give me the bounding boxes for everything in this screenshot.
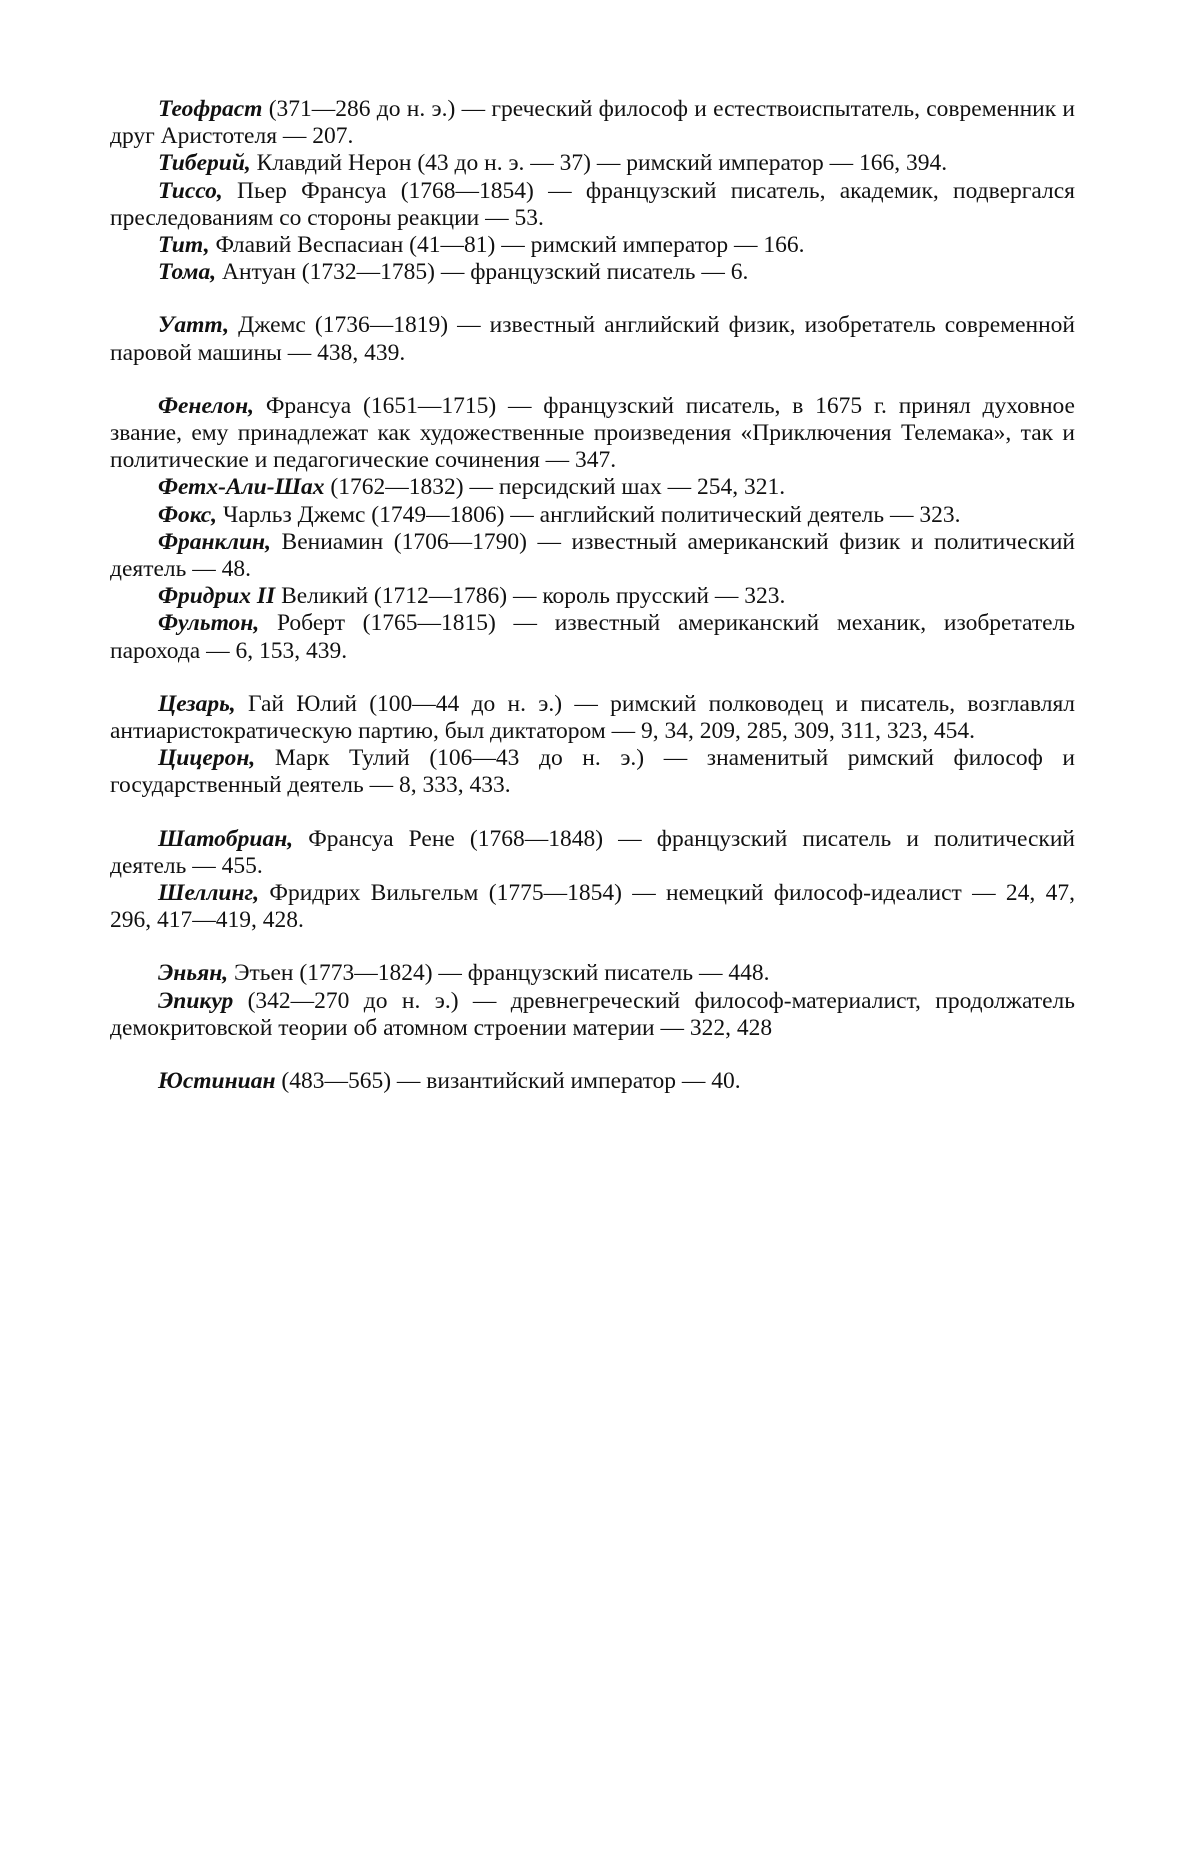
index-entry [110, 474, 1075, 501]
index-entry [110, 610, 1075, 664]
entry-name: Шеллинг, [158, 880, 260, 907]
entry-text: Джемс (1736—1819) — известный английский физик, изобретатель современной паровой машины — 438, 439. [110, 312, 1075, 366]
index-entry [110, 150, 1075, 177]
entry-name: Фультон, [158, 610, 260, 637]
entry-name: Фридрих II [158, 583, 276, 610]
index-entry [110, 691, 1075, 745]
entry-name: Уатт, [158, 312, 230, 339]
entry-text: Вениамин (1706—1790) — известный американский физик и политический деятель — 48. [110, 528, 1075, 583]
entry-text: Антуан (1732—1785) — французский писатель — 6. [216, 259, 749, 286]
entry-text: (371—286 до н. э.) — греческий философ и естествоиспытатель, современник и друг Аристотеля — 207. [110, 96, 1075, 150]
index-entry [110, 960, 1075, 987]
entry-text: (342—270 до н. э.) — древнегреческий философ-материалист, продолжатель демокритовской теории об атомном строении материи — 322, 428 [110, 987, 1075, 1041]
entry-text: Франсуа (1651—1715) — французский писатель, в 1675 г. принял духовное звание, ему принадлежат как художественные произведения «Приключения Телемака», так и политические и педагогические сочинения — 347. [110, 392, 1075, 474]
entry-text: Роберт (1765—1815) — известный американский механик, изобретатель парохода — 6, 153, 439. [110, 610, 1075, 664]
entry-name: Теофраст [158, 96, 263, 122]
index-entry [110, 1068, 1075, 1095]
entry-name: Шатобриан, [158, 825, 294, 852]
entry-text: Гай Юлий (100—44 до н. э.) — римский полководец и писатель, возглавлял антиаристократическую партию, был диктатором — 9, 34, 209, 285, 309, 311, 323, 454. [110, 690, 1075, 745]
index-entry [110, 745, 1075, 799]
entry-text: Великий (1712—1786) — король прусский — 323. [275, 583, 786, 610]
index-entry [110, 502, 1075, 529]
index-entry [110, 393, 1075, 475]
entry-name: Тома, [158, 259, 217, 286]
entry-name: Тиберий, [158, 150, 251, 177]
index-entry [110, 232, 1075, 259]
index-entry [110, 312, 1075, 366]
index-entry [110, 96, 1075, 150]
index-entry [110, 988, 1075, 1042]
index-group-sh [110, 826, 1075, 935]
entry-name: Фенелон, [158, 392, 255, 419]
entry-name: Эпикур [158, 987, 234, 1014]
index-group-f [110, 393, 1075, 665]
entry-name: Цезарь, [158, 690, 236, 717]
entry-text: Фридрих Вильгельм (1775—1854) — немецкий философ-идеалист — 24, 47, 296, 417—419, 428. [110, 880, 1075, 934]
index-group-yu [110, 1068, 1075, 1095]
index-entry [110, 529, 1075, 583]
entry-text: Франсуа Рене (1768—1848) — французский писатель и политический деятель — 455. [110, 825, 1075, 879]
index-group-t [110, 96, 1075, 286]
entry-name: Франклин, [158, 528, 271, 555]
entry-text: (1762—1832) — персидский шах — 254, 321. [324, 474, 786, 501]
index-page [110, 96, 1075, 1121]
entry-name: Юстиниан [158, 1068, 276, 1095]
index-entry [110, 880, 1075, 934]
index-group-ts [110, 691, 1075, 800]
entry-name: Тит, [158, 232, 210, 259]
index-entry [110, 178, 1075, 232]
entry-text: Этьен (1773—1824) — французский писатель — 448. [228, 960, 770, 987]
index-entry [110, 583, 1075, 610]
entry-name: Тиссо, [158, 177, 223, 204]
index-entry [110, 826, 1075, 880]
entry-text: (483—565) — византийский император — 40. [275, 1068, 741, 1095]
entry-text: Пьер Франсуа (1768—1854) — французский писатель, академик, подвергался преследованиям со стороны реакции — 53. [110, 177, 1075, 231]
entry-name: Фетх-Али-Шах [158, 474, 325, 501]
entry-text: Марк Тулий (106—43 до н. э.) — знаменитый римский философ и государственный деятель — 8, 333, 433. [110, 745, 1075, 799]
entry-name: Фокс, [158, 501, 218, 528]
index-entry [110, 259, 1075, 286]
entry-text: Флавий Веспасиан (41—81) — римский император — 166. [209, 232, 805, 259]
entry-text: Чарльз Джемс (1749—1806) — английский политический деятель — 323. [217, 501, 961, 528]
entry-text: Клавдий Нерон (43 до н. э. — 37) — римский император — 166, 394. [250, 150, 948, 177]
entry-name: Цицерон, [158, 745, 256, 772]
entry-name: Эньян, [158, 960, 229, 987]
index-group-e [110, 960, 1075, 1042]
index-group-u [110, 312, 1075, 366]
